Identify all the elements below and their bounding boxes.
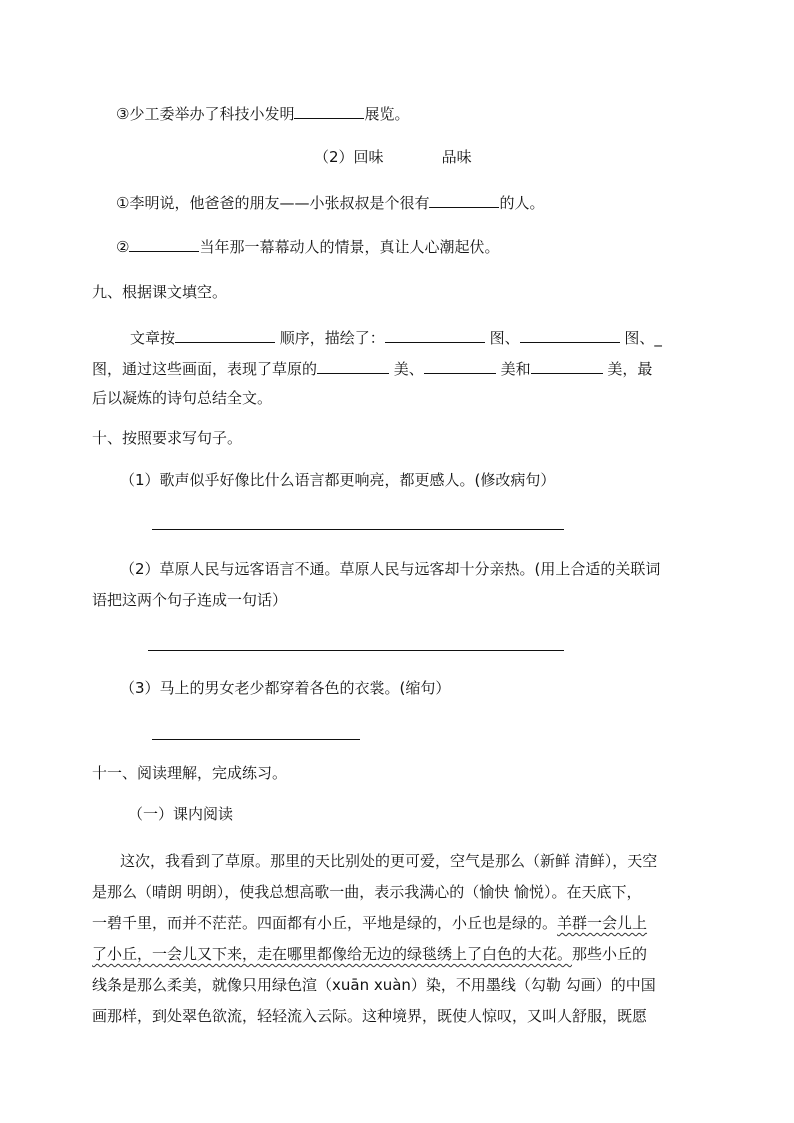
item-2-2 bbox=[116, 235, 499, 257]
word-pair-2 bbox=[314, 147, 472, 167]
item-2-1-suffix: 的人。 bbox=[499, 194, 545, 212]
answer-line-2[interactable] bbox=[148, 650, 564, 651]
passage-line-2: 是那么（晴朗 明朗），使我总想高歌一曲，表示我满心的（愉快 愉悦）。在天底下， bbox=[92, 883, 642, 901]
fill-blank[interactable] bbox=[385, 326, 485, 343]
fill-blank[interactable] bbox=[129, 235, 199, 252]
passage-text: 那些小丘的 bbox=[572, 945, 648, 963]
item-2-2-prefix: ② bbox=[116, 238, 130, 256]
item-3-prefix: ③少工委举办了科技小发明 bbox=[116, 105, 295, 123]
section-9-line-3: 后以凝炼的诗句总结全文。 bbox=[92, 389, 273, 407]
item-3 bbox=[116, 102, 409, 124]
fill-blank[interactable] bbox=[294, 102, 364, 119]
section-9-title: 九、根据课文填空。 bbox=[92, 283, 228, 301]
answer-line-1[interactable] bbox=[152, 529, 564, 530]
fill-blank[interactable] bbox=[317, 357, 389, 374]
section-10-q2-line-2: 语把这两个句子连成一句话） bbox=[92, 591, 288, 609]
passage-line-4 bbox=[92, 944, 647, 964]
word-pair-number: （2） bbox=[314, 148, 354, 166]
section-9-line-1 bbox=[130, 326, 662, 348]
word-pair-word2: 品味 bbox=[441, 148, 472, 166]
passage-line-6: 画那样，到处翠色欲流，轻轻流入云际。这种境界，既使人惊叹，又叫人舒服，既愿 bbox=[92, 1007, 648, 1025]
text: 顺序，描绘了： bbox=[275, 329, 385, 347]
section-11-subtitle: （一）课内阅读 bbox=[128, 805, 234, 823]
passage-line-5: 线条是那么柔美，就像只用绿色渲（xuān xuàn）染，不用墨线（勾勒 勾画）的中国 bbox=[92, 976, 656, 994]
item-2-1 bbox=[116, 191, 544, 213]
fill-blank[interactable] bbox=[175, 326, 275, 343]
wavy-underlined-text: 羊群一会儿上 bbox=[557, 914, 648, 932]
passage-line-3 bbox=[92, 913, 647, 933]
section-10-q3: （3）马上的男女老少都穿着各色的衣裳。(缩句） bbox=[120, 679, 451, 697]
fill-blank[interactable] bbox=[424, 357, 496, 374]
text: 美，最 bbox=[602, 360, 653, 378]
item-2-1-prefix: ①李明说，他爸爸的朋友——小张叔叔是个很有 bbox=[116, 194, 430, 212]
text: 美和 bbox=[495, 360, 531, 378]
wavy-underlined-text: 了小丘，一会儿又下来，走在哪里都像给无边的绿毯绣上了白色的大花。 bbox=[92, 945, 573, 963]
passage-line-1: 这次，我看到了草原。那里的天比别处的更可爱，空气是那么（新鲜 清鲜），天空 bbox=[120, 852, 658, 870]
text: 美、 bbox=[389, 360, 424, 378]
text: 图、 bbox=[484, 329, 520, 347]
text: 图、_ bbox=[619, 329, 662, 347]
fill-blank[interactable] bbox=[429, 191, 499, 208]
fill-blank[interactable] bbox=[520, 326, 620, 343]
word-pair-word1: 回味 bbox=[353, 148, 384, 166]
section-10-q1: （1）歌声似乎好像比什么语言都更响亮，都更感人。(修改病句） bbox=[120, 471, 556, 489]
text: 文章按 bbox=[130, 329, 176, 347]
section-10-q2-line-1: （2）草原人民与远客语言不通。草原人民与远客却十分亲热。(用上合适的关联词 bbox=[120, 560, 661, 578]
item-3-suffix: 展览。 bbox=[364, 105, 410, 123]
passage-text: 一碧千里，而并不茫茫。四面都有小丘，平地是绿的，小丘也是绿的。 bbox=[92, 914, 558, 932]
item-2-2-suffix: 当年那一幕幕动人的情景，真让人心潮起伏。 bbox=[199, 238, 500, 256]
text: 图，通过这些画面，表现了草原的 bbox=[92, 360, 318, 378]
section-9-line-2 bbox=[92, 357, 652, 379]
fill-blank[interactable] bbox=[531, 357, 603, 374]
answer-line-3[interactable] bbox=[152, 739, 360, 740]
section-11-title: 十一、阅读理解，完成练习。 bbox=[92, 764, 288, 782]
section-10-title: 十、按照要求写句子。 bbox=[92, 429, 243, 447]
